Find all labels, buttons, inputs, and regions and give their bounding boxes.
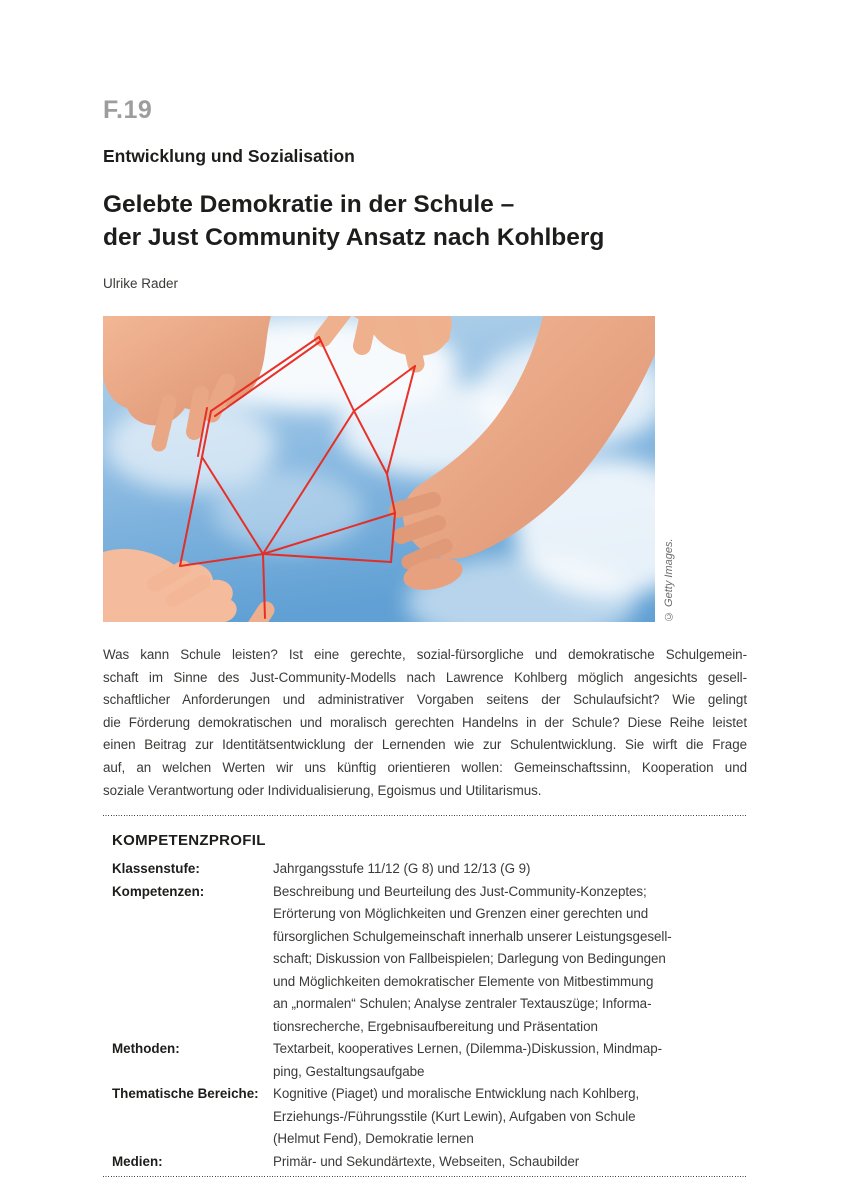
intro-line: schaftlicher Anforderungen und administrativer Vorgaben seitens der Schulaufsicht? Wie gelingt [103,692,747,708]
row-value [273,881,748,1039]
row-value [273,1151,748,1174]
intro-line: schaft im Sinne des Just-Community-Modells nach Lawrence Kohlberg möglich angesichts gesell- [103,669,747,685]
row-value [273,1083,748,1151]
value-line: schaft; Diskussion von Fallbeispielen; Darlegung von Bedingungen [273,951,666,966]
value-line: Jahrgangsstufe 11/12 (G 8) und 12/13 (G 9) [273,861,531,876]
page-code: F.19 [103,96,153,124]
kompetenz-table [112,858,748,1173]
article-title-line2: der Just Community Ansatz nach Kohlberg [103,224,605,251]
value-line: tionsrecherche, Ergebnisaufbereitung und Präsentation [273,1018,598,1034]
author-name: Ulrike Rader [103,276,179,291]
value-line: fürsorglichen Schulgemeinschaft innerhalb unserer Leistungsgesell- [273,928,672,944]
row-label: Klassenstufe: [112,861,200,876]
value-line: Erziehungs-/Führungsstile (Kurt Lewin), Aufgaben von Schule [273,1108,636,1124]
row-label: Kompetenzen: [112,883,205,899]
table-row [112,858,748,881]
value-line: Kognitive (Piaget) und moralische Entwicklung nach Kohlberg, [273,1086,640,1101]
row-value [273,1038,748,1083]
table-row [112,1151,748,1174]
dotted-rule-top [103,815,748,817]
intro-line: soziale Verantwortung oder Individualisierung, Egoismus und Utilitarismus. [103,782,542,798]
intro-line: einen Beitrag zur Identitätsentwicklung der Lernenden wie zur Schulentwicklung. Sie wirft die Frage [103,737,747,753]
row-value [273,858,748,881]
category-heading: Entwicklung und Sozialisation [103,146,355,166]
intro-line: die Förderung demokratischen und moralisch gerechten Handelns in der Schule? Diese Reihe leistet [103,714,747,730]
value-line: Primär- und Sekundärtexte, Webseiten, Schaubilder [273,1153,580,1169]
table-row [112,1038,748,1083]
article-title-line1: Gelebte Demokratie in der Schule – [103,191,515,218]
value-line: und Möglichkeiten demokratischer Elemente von Mitbestimmung [273,973,654,989]
photo-credit: © Getty Images. [663,538,675,622]
row-label: Medien: [112,1153,163,1169]
value-line: (Helmut Fend), Demokratie lernen [273,1131,474,1146]
intro-line: auf, an welchen Werten wir uns künftig orientieren wollen: Gemeinschaftssinn, Kooperation und [103,759,747,775]
intro-paragraph [103,644,747,802]
value-line: an „normalen“ Schulen; Analyse zentraler Textauszüge; Informa- [273,996,652,1011]
kompetenzprofil-heading: KOMPETENZPROFIL [112,832,266,849]
value-line: Beschreibung und Beurteilung des Just-Community-Konzeptes; [273,883,647,899]
article-photo [103,316,655,622]
table-row [112,881,748,1039]
value-line: Textarbeit, kooperatives Lernen, (Dilemma-)Diskussion, Mindmap- [273,1041,663,1056]
row-label: Methoden: [112,1041,180,1056]
row-label: Thematische Bereiche: [112,1086,259,1101]
value-line: ping, Gestaltungsaufgabe [273,1063,425,1079]
intro-line: Was kann Schule leisten? Ist eine gerechte, sozial-fürsorgliche und demokratische Schulgemein- [103,647,747,662]
value-line: Erörterung von Möglichkeiten und Grenzen einer gerechten und [273,906,649,921]
article-title [103,188,748,254]
hands-string-illustration [103,316,655,622]
dotted-rule-bottom [103,1176,748,1178]
table-row [112,1083,748,1151]
